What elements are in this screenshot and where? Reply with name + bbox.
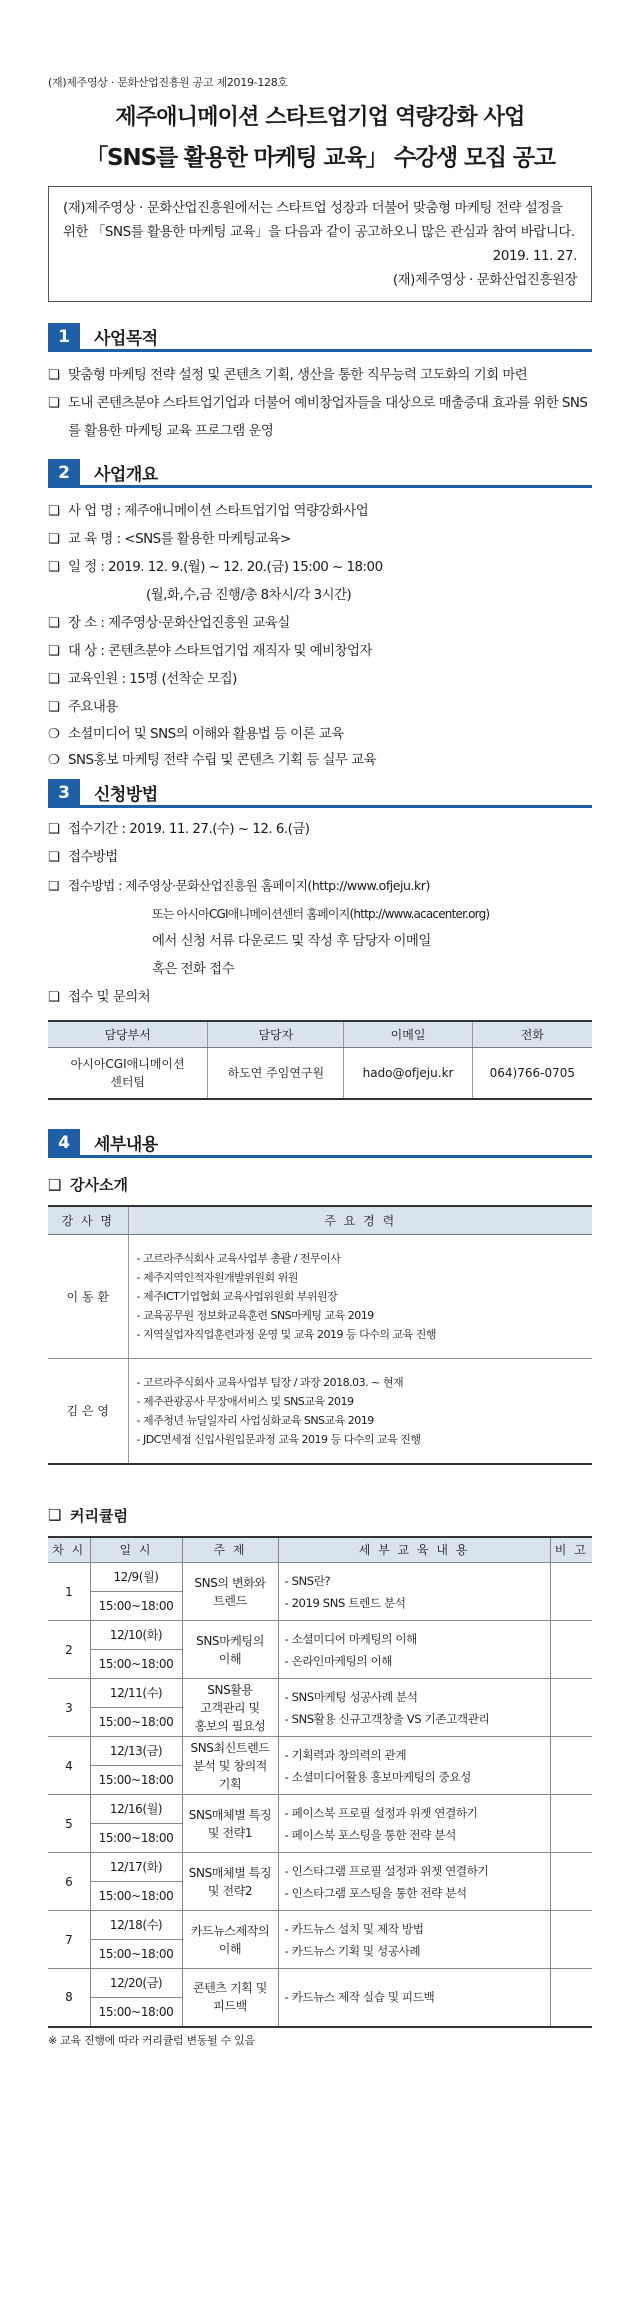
checkbox-square-icon: ❑ xyxy=(48,644,60,659)
session-details: - 기획력과 창의력의 관계 - 소셜미디어활용 홍보마케팅의 중요성 xyxy=(278,1737,550,1795)
session-time: 15:00~18:00 xyxy=(90,1824,182,1853)
section-3-number: 3 xyxy=(48,779,80,807)
section-2-number: 2 xyxy=(48,459,80,487)
session-note xyxy=(550,1621,592,1679)
session-details: - 카드뉴스 제작 실습 및 피드백 xyxy=(278,1969,550,2027)
section-3-header xyxy=(48,780,592,808)
intro-box xyxy=(48,186,592,302)
overview-item: ❑ 사 업 명 : 제주애니메이션 스타트업기업 역량강화사업 xyxy=(48,498,592,526)
session-date: 12/18(수) xyxy=(90,1911,182,1940)
session-date: 12/20(금) xyxy=(90,1969,182,1998)
session-topic: 콘텐츠 기획 및 피드백 xyxy=(182,1969,278,2027)
overview-item: ❑ 일 정 : 2019. 12. 9.(월) ~ 12. 20.(금) 15:00 ~ 18:00 xyxy=(48,554,592,582)
curriculum-body xyxy=(48,1563,592,2027)
section-4-header xyxy=(48,1130,592,1158)
section-4-title: 세부내용 xyxy=(94,1135,158,1155)
curriculum-header: 일 시 xyxy=(90,1537,182,1563)
section-1-body xyxy=(48,362,592,446)
session-note xyxy=(550,1737,592,1795)
session-date: 12/9(월) xyxy=(90,1563,182,1592)
session-note xyxy=(550,1853,592,1911)
overview-item: ❑ 교 육 명 : <SNS를 활용한 마케팅교육> xyxy=(48,526,592,554)
curriculum-header: 차 시 xyxy=(48,1537,90,1563)
session-topic: SNS마케팅의 이해 xyxy=(182,1621,278,1679)
curriculum-row xyxy=(48,1737,592,1766)
checkbox-square-icon: ❑ xyxy=(48,850,60,865)
contact-email: hado@ofjeju.kr xyxy=(344,1047,472,1099)
session-time: 15:00~18:00 xyxy=(90,1650,182,1679)
session-date: 12/11(수) xyxy=(90,1679,182,1708)
session-number: 5 xyxy=(48,1795,90,1853)
apply-method-line: 에서 신청 서류 다운로드 및 작성 후 담당자 이메일 xyxy=(152,934,431,949)
curriculum-header: 주 제 xyxy=(182,1537,278,1563)
curriculum-footnote: ※ 교육 진행에 따라 커리큘럼 변동될 수 있음 xyxy=(48,2033,255,2047)
session-time: 15:00~18:00 xyxy=(90,1766,182,1795)
checkbox-square-icon: ❑ xyxy=(48,504,60,519)
checkbox-square-icon: ❑ xyxy=(48,878,59,893)
curriculum-row xyxy=(48,1969,592,1998)
schedule-note: (월,화,수,금 진행/총 8차시/각 3시간) xyxy=(146,588,352,603)
section-2-header xyxy=(48,460,592,488)
instructor-career: - 고르라주식회사 교육사업부 총괄 / 전무이사 - 제주지역인적자원개발위원회 위원 - 제주ICT기업협회 교육사업위원회 부위원장 - 교육공무원 정보화교육훈련 SNS마케팅 교육 2019 - 지역실업자직업훈련과정 운영 및 교육 2019 등 다수의 교육 진행 xyxy=(128,1234,592,1358)
section-4-number: 4 xyxy=(48,1129,80,1157)
session-topic: SNS매체별 특징 및 전략1 xyxy=(182,1795,278,1853)
content-subitem: ❍ 소셜미디어 및 SNS의 이해와 활용법 등 이론 교육 xyxy=(48,722,592,748)
session-details: - 카드뉴스 설치 및 제작 방법 - 카드뉴스 기획 및 성공사례 xyxy=(278,1911,550,1969)
section-3-title: 신청방법 xyxy=(94,785,158,805)
session-number: 8 xyxy=(48,1969,90,2027)
session-details: - 인스타그램 프로필 설정과 위젯 연결하기 - 인스타그램 포스팅을 통한 전략 분석 xyxy=(278,1853,550,1911)
checkbox-square-icon: ❑ xyxy=(48,368,60,383)
intro-text: (재)제주영상 · 문화산업진흥원에서는 스타트업 성장과 더불어 맞춤형 마케팅 전략 설정을 위한 「SNS를 활용한 마케팅 교육」을 다음과 같이 공고하오니 많은 관심과 참여 바랍니다. xyxy=(63,201,575,240)
circle-bullet-icon: ❍ xyxy=(48,753,60,768)
session-date: 12/10(화) xyxy=(90,1621,182,1650)
session-note xyxy=(550,1563,592,1621)
contact-table xyxy=(48,1020,592,1100)
curriculum-table xyxy=(48,1536,592,2028)
section-2-body xyxy=(48,498,592,774)
intro-signer: (재)제주영상 · 문화산업진흥원장 xyxy=(392,273,577,288)
apply-item: ❑ 접수방법 : 제주영상·문화산업진흥원 홈페이지(http://www.ofjeju.kr) xyxy=(48,872,592,900)
session-details: - 페이스북 프로필 설정과 위젯 연결하기 - 페이스북 포스팅을 통한 전략 분석 xyxy=(278,1795,550,1853)
apply-item: ❑ 접수기간 : 2019. 11. 27.(수) ~ 12. 6.(금) xyxy=(48,816,592,844)
session-time: 15:00~18:00 xyxy=(90,1708,182,1737)
session-topic: SNS매체별 특징 및 전략2 xyxy=(182,1853,278,1911)
section-1-header xyxy=(48,324,592,352)
checkbox-square-icon: ❑ xyxy=(48,990,60,1005)
instructor-career: - 고르라주식회사 교육사업부 팀장 / 과장 2018.03. ~ 현재 - 제주관광공사 무장애서비스 및 SNS교육 2019 - 제주청년 뉴딜일자리 사업심화교육 SNS교육 2019 - JDC면세점 신입사원입문과정 교육 2019 등 다수의 교육 진행 xyxy=(128,1358,592,1464)
session-number: 7 xyxy=(48,1911,90,1969)
session-date: 12/17(화) xyxy=(90,1853,182,1882)
apply-method-line: 또는 아시아CGI애니메이션센터 홈페이지(http://www.acacenter.org) xyxy=(152,907,490,921)
contact-header: 이메일 xyxy=(344,1021,472,1047)
page-title-line2: 「SNS를 활용한 마케팅 교육」 수강생 모집 공고 xyxy=(85,145,555,171)
content-subitem: ❍ SNS홍보 마케팅 전략 수립 및 콘텐츠 기획 등 실무 교육 xyxy=(48,748,592,774)
session-topic: SNS의 변화와 트렌드 xyxy=(182,1563,278,1621)
overview-item: ❑ 장 소 : 제주영상·문화산업진흥원 교육실 xyxy=(48,610,592,638)
contact-person: 하도연 주임연구원 xyxy=(208,1047,344,1099)
checkbox-square-icon: ❑ xyxy=(48,560,60,575)
curriculum-row xyxy=(48,1853,592,1882)
session-time: 15:00~18:00 xyxy=(90,1592,182,1621)
circle-bullet-icon: ❍ xyxy=(48,727,60,742)
instructor-name: 김 은 영 xyxy=(48,1358,128,1464)
session-number: 4 xyxy=(48,1737,90,1795)
checkbox-square-icon: ❑ xyxy=(48,700,60,715)
purpose-item: ❑ 도내 콘텐츠분야 스타트업기업과 더불어 예비창업자들을 대상으로 매출증대 효과를 위한 SNS를 활용한 마케팅 교육 프로그램 운영 xyxy=(48,390,592,446)
session-details: - SNS란? - 2019 SNS 트렌드 분석 xyxy=(278,1563,550,1621)
overview-item: ❑ 주요내용 xyxy=(48,694,592,722)
session-time: 15:00~18:00 xyxy=(90,1882,182,1911)
session-number: 3 xyxy=(48,1679,90,1737)
session-note xyxy=(550,1911,592,1969)
notice-number: (재)제주영상 · 문화산업진흥원 공고 제2019-128호 xyxy=(48,76,288,89)
session-date: 12/16(월) xyxy=(90,1795,182,1824)
contact-header: 담당부서 xyxy=(48,1021,208,1047)
instructors-table xyxy=(48,1205,592,1465)
contact-header: 전화 xyxy=(472,1021,592,1047)
session-note xyxy=(550,1679,592,1737)
curriculum-row xyxy=(48,1563,592,1592)
session-number: 2 xyxy=(48,1621,90,1679)
session-topic: SNS활용 고객관리 및 홍보의 필요성 xyxy=(182,1679,278,1737)
section-2-title: 사업개요 xyxy=(94,465,158,485)
section-1-number: 1 xyxy=(48,323,80,351)
contact-dept: 아시아CGI애니메이션 센터팀 xyxy=(48,1047,208,1099)
instructor-row xyxy=(48,1234,592,1358)
session-note xyxy=(550,1969,592,2027)
session-time: 15:00~18:00 xyxy=(90,1998,182,2027)
session-number: 1 xyxy=(48,1563,90,1621)
curriculum-row xyxy=(48,1679,592,1708)
session-number: 6 xyxy=(48,1853,90,1911)
instructor-row xyxy=(48,1358,592,1464)
instructor-header: 강 사 명 xyxy=(48,1206,128,1234)
contact-phone: 064)766-0705 xyxy=(472,1047,592,1099)
instructor-name: 이 동 환 xyxy=(48,1234,128,1358)
section-1-title: 사업목적 xyxy=(94,329,158,349)
session-topic: SNS최신트렌드 분석 및 창의적 기획 xyxy=(182,1737,278,1795)
contact-header: 담당자 xyxy=(208,1021,344,1047)
apply-item: ❑ 접수방법 xyxy=(48,844,592,872)
checkbox-square-icon: ❑ xyxy=(48,672,60,687)
session-details: - 소셜미디어 마케팅의 이해 - 온라인마케팅의 이해 xyxy=(278,1621,550,1679)
checkbox-square-icon: ❑ xyxy=(48,1175,62,1194)
checkbox-square-icon: ❑ xyxy=(48,532,60,547)
checkbox-square-icon: ❑ xyxy=(48,616,60,631)
curriculum-heading: ❑ 커리큘럼 xyxy=(48,1506,128,1525)
intro-date: 2019. 11. 27. xyxy=(492,249,577,264)
page-title-line1: 제주애니메이션 스타트업기업 역량강화 사업 xyxy=(115,105,525,130)
curriculum-header: 세 부 교 육 내 용 xyxy=(278,1537,550,1563)
apply-method-line: 혹은 전화 접수 xyxy=(152,962,235,977)
session-time: 15:00~18:00 xyxy=(90,1940,182,1969)
checkbox-square-icon: ❑ xyxy=(48,822,60,837)
curriculum-header: 비 고 xyxy=(550,1537,592,1563)
curriculum-row xyxy=(48,1911,592,1940)
curriculum-row xyxy=(48,1795,592,1824)
curriculum-row xyxy=(48,1621,592,1650)
session-note xyxy=(550,1795,592,1853)
session-date: 12/13(금) xyxy=(90,1737,182,1766)
instructor-header: 주 요 경 력 xyxy=(128,1206,592,1234)
session-details: - SNS마케팅 성공사례 분석 - SNS활용 신규고객창출 VS 기존고객관리 xyxy=(278,1679,550,1737)
section-3-body xyxy=(48,816,592,1012)
checkbox-square-icon: ❑ xyxy=(48,396,60,411)
session-topic: 카드뉴스제작의 이해 xyxy=(182,1911,278,1969)
instructors-heading: ❑ 강사소개 xyxy=(48,1175,128,1194)
overview-item: ❑ 교육인원 : 15명 (선착순 모집) xyxy=(48,666,592,694)
checkbox-square-icon: ❑ xyxy=(48,1506,62,1524)
purpose-item: ❑ 맞춤형 마케팅 전략 설정 및 콘텐츠 기획, 생산을 통한 직무능력 고도화의 기회 마련 xyxy=(48,362,592,390)
overview-item: ❑ 대 상 : 콘텐츠분야 스타트업기업 재직자 및 예비창업자 xyxy=(48,638,592,666)
apply-item: ❑ 접수 및 문의처 xyxy=(48,984,592,1012)
